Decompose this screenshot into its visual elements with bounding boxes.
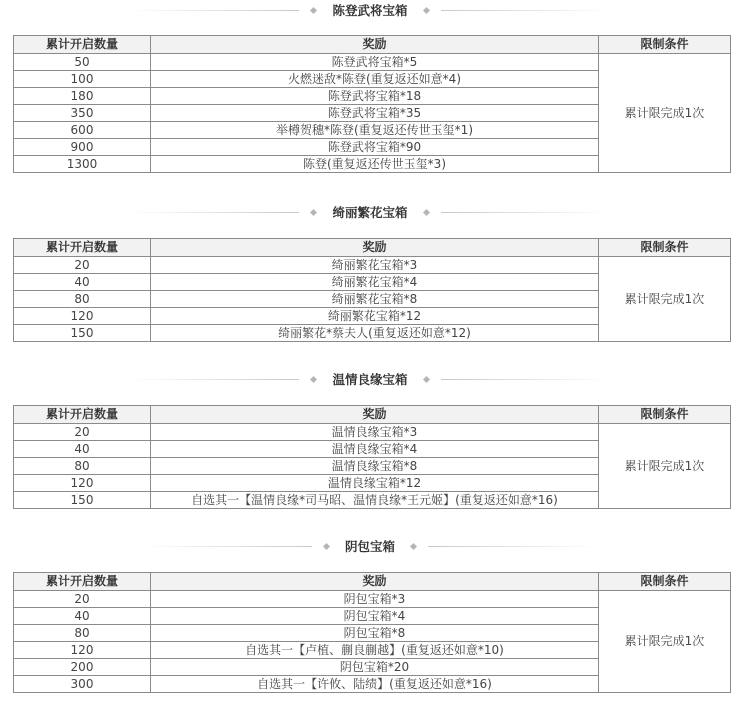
reward-cell: 绮丽繁花宝箱*8 (151, 291, 599, 308)
reward-cell: 举樽贺穗*陈登(重复返还传世玉玺*1) (151, 122, 599, 139)
reward-cell: 阴包宝箱*4 (151, 608, 599, 625)
section-title-4 (0, 536, 740, 556)
header-reward: 奖励 (151, 239, 599, 257)
count-cell: 300 (14, 676, 151, 693)
count-cell: 20 (14, 591, 151, 608)
table-header-row (14, 36, 731, 54)
reward-cell: 阴包宝箱*20 (151, 659, 599, 676)
reward-table-2 (13, 238, 731, 342)
reward-cell: 绮丽繁花宝箱*4 (151, 274, 599, 291)
header-count: 累计开启数量 (14, 36, 151, 54)
section-title-3 (0, 369, 740, 389)
count-cell: 120 (14, 642, 151, 659)
reward-cell: 陈登武将宝箱*35 (151, 105, 599, 122)
table-row (14, 591, 731, 608)
reward-cell: 阴包宝箱*3 (151, 591, 599, 608)
reward-cell: 温情良缘宝箱*12 (151, 475, 599, 492)
divider-line (129, 212, 299, 213)
section-heading: 阴包宝箱 (344, 539, 395, 554)
limit-cell: 累计限完成1次 (599, 424, 731, 509)
reward-cell: 火燃迷敌*陈登(重复返还如意*4) (151, 71, 599, 88)
section-heading: 陈登武将宝箱 (332, 3, 408, 18)
table-row (14, 257, 731, 274)
header-limit: 限制条件 (599, 406, 731, 424)
header-reward: 奖励 (151, 36, 599, 54)
reward-cell: 陈登(重复返还传世玉玺*3) (151, 156, 599, 173)
diamond-icon (422, 375, 429, 382)
count-cell: 20 (14, 257, 151, 274)
section-heading: 温情良缘宝箱 (332, 372, 408, 387)
reward-cell: 自选其一【温情良缘*司马昭、温情良缘*王元姬】(重复返还如意*16) (151, 492, 599, 509)
limit-cell: 累计限完成1次 (599, 54, 731, 173)
diamond-icon (410, 542, 417, 549)
reward-table-3 (13, 405, 731, 509)
count-cell: 150 (14, 492, 151, 509)
header-count: 累计开启数量 (14, 239, 151, 257)
divider-line (129, 10, 299, 11)
count-cell: 120 (14, 475, 151, 492)
count-cell: 80 (14, 291, 151, 308)
reward-cell: 温情良缘宝箱*4 (151, 441, 599, 458)
count-cell: 100 (14, 71, 151, 88)
diamond-icon (310, 6, 317, 13)
header-limit: 限制条件 (599, 239, 731, 257)
reward-cell: 自选其一【许攸、陆绩】(重复返还如意*16) (151, 676, 599, 693)
reward-cell: 陈登武将宝箱*90 (151, 139, 599, 156)
reward-cell: 陈登武将宝箱*18 (151, 88, 599, 105)
divider-line (428, 546, 598, 547)
section-heading: 绮丽繁花宝箱 (332, 205, 408, 220)
limit-cell: 累计限完成1次 (599, 257, 731, 342)
count-cell: 200 (14, 659, 151, 676)
diamond-icon (422, 208, 429, 215)
count-cell: 50 (14, 54, 151, 71)
limit-cell: 累计限完成1次 (599, 591, 731, 693)
reward-cell: 自选其一【卢植、蒯良蒯越】(重复返还如意*10) (151, 642, 599, 659)
reward-table-1 (13, 35, 731, 173)
header-count: 累计开启数量 (14, 573, 151, 591)
table-header-row (14, 573, 731, 591)
count-cell: 120 (14, 308, 151, 325)
reward-cell: 绮丽繁花*蔡夫人(重复返还如意*12) (151, 325, 599, 342)
divider-line (441, 212, 611, 213)
count-cell: 40 (14, 441, 151, 458)
count-cell: 900 (14, 139, 151, 156)
count-cell: 180 (14, 88, 151, 105)
diamond-icon (310, 375, 317, 382)
header-count: 累计开启数量 (14, 406, 151, 424)
divider-line (142, 546, 312, 547)
reward-cell: 绮丽繁花宝箱*12 (151, 308, 599, 325)
reward-table-4 (13, 572, 731, 693)
count-cell: 350 (14, 105, 151, 122)
count-cell: 40 (14, 274, 151, 291)
diamond-icon (310, 208, 317, 215)
table-header-row (14, 406, 731, 424)
count-cell: 20 (14, 424, 151, 441)
header-reward: 奖励 (151, 406, 599, 424)
diamond-icon (422, 6, 429, 13)
count-cell: 150 (14, 325, 151, 342)
count-cell: 1300 (14, 156, 151, 173)
divider-line (441, 379, 611, 380)
reward-cell: 阴包宝箱*8 (151, 625, 599, 642)
table-header-row (14, 239, 731, 257)
header-limit: 限制条件 (599, 36, 731, 54)
divider-line (441, 10, 611, 11)
count-cell: 600 (14, 122, 151, 139)
count-cell: 40 (14, 608, 151, 625)
count-cell: 80 (14, 458, 151, 475)
reward-cell: 温情良缘宝箱*3 (151, 424, 599, 441)
table-row (14, 424, 731, 441)
header-reward: 奖励 (151, 573, 599, 591)
table-row (14, 54, 731, 71)
section-title-1 (0, 0, 740, 20)
header-limit: 限制条件 (599, 573, 731, 591)
reward-cell: 陈登武将宝箱*5 (151, 54, 599, 71)
divider-line (129, 379, 299, 380)
diamond-icon (323, 542, 330, 549)
reward-cell: 绮丽繁花宝箱*3 (151, 257, 599, 274)
count-cell: 80 (14, 625, 151, 642)
reward-cell: 温情良缘宝箱*8 (151, 458, 599, 475)
section-title-2 (0, 202, 740, 222)
